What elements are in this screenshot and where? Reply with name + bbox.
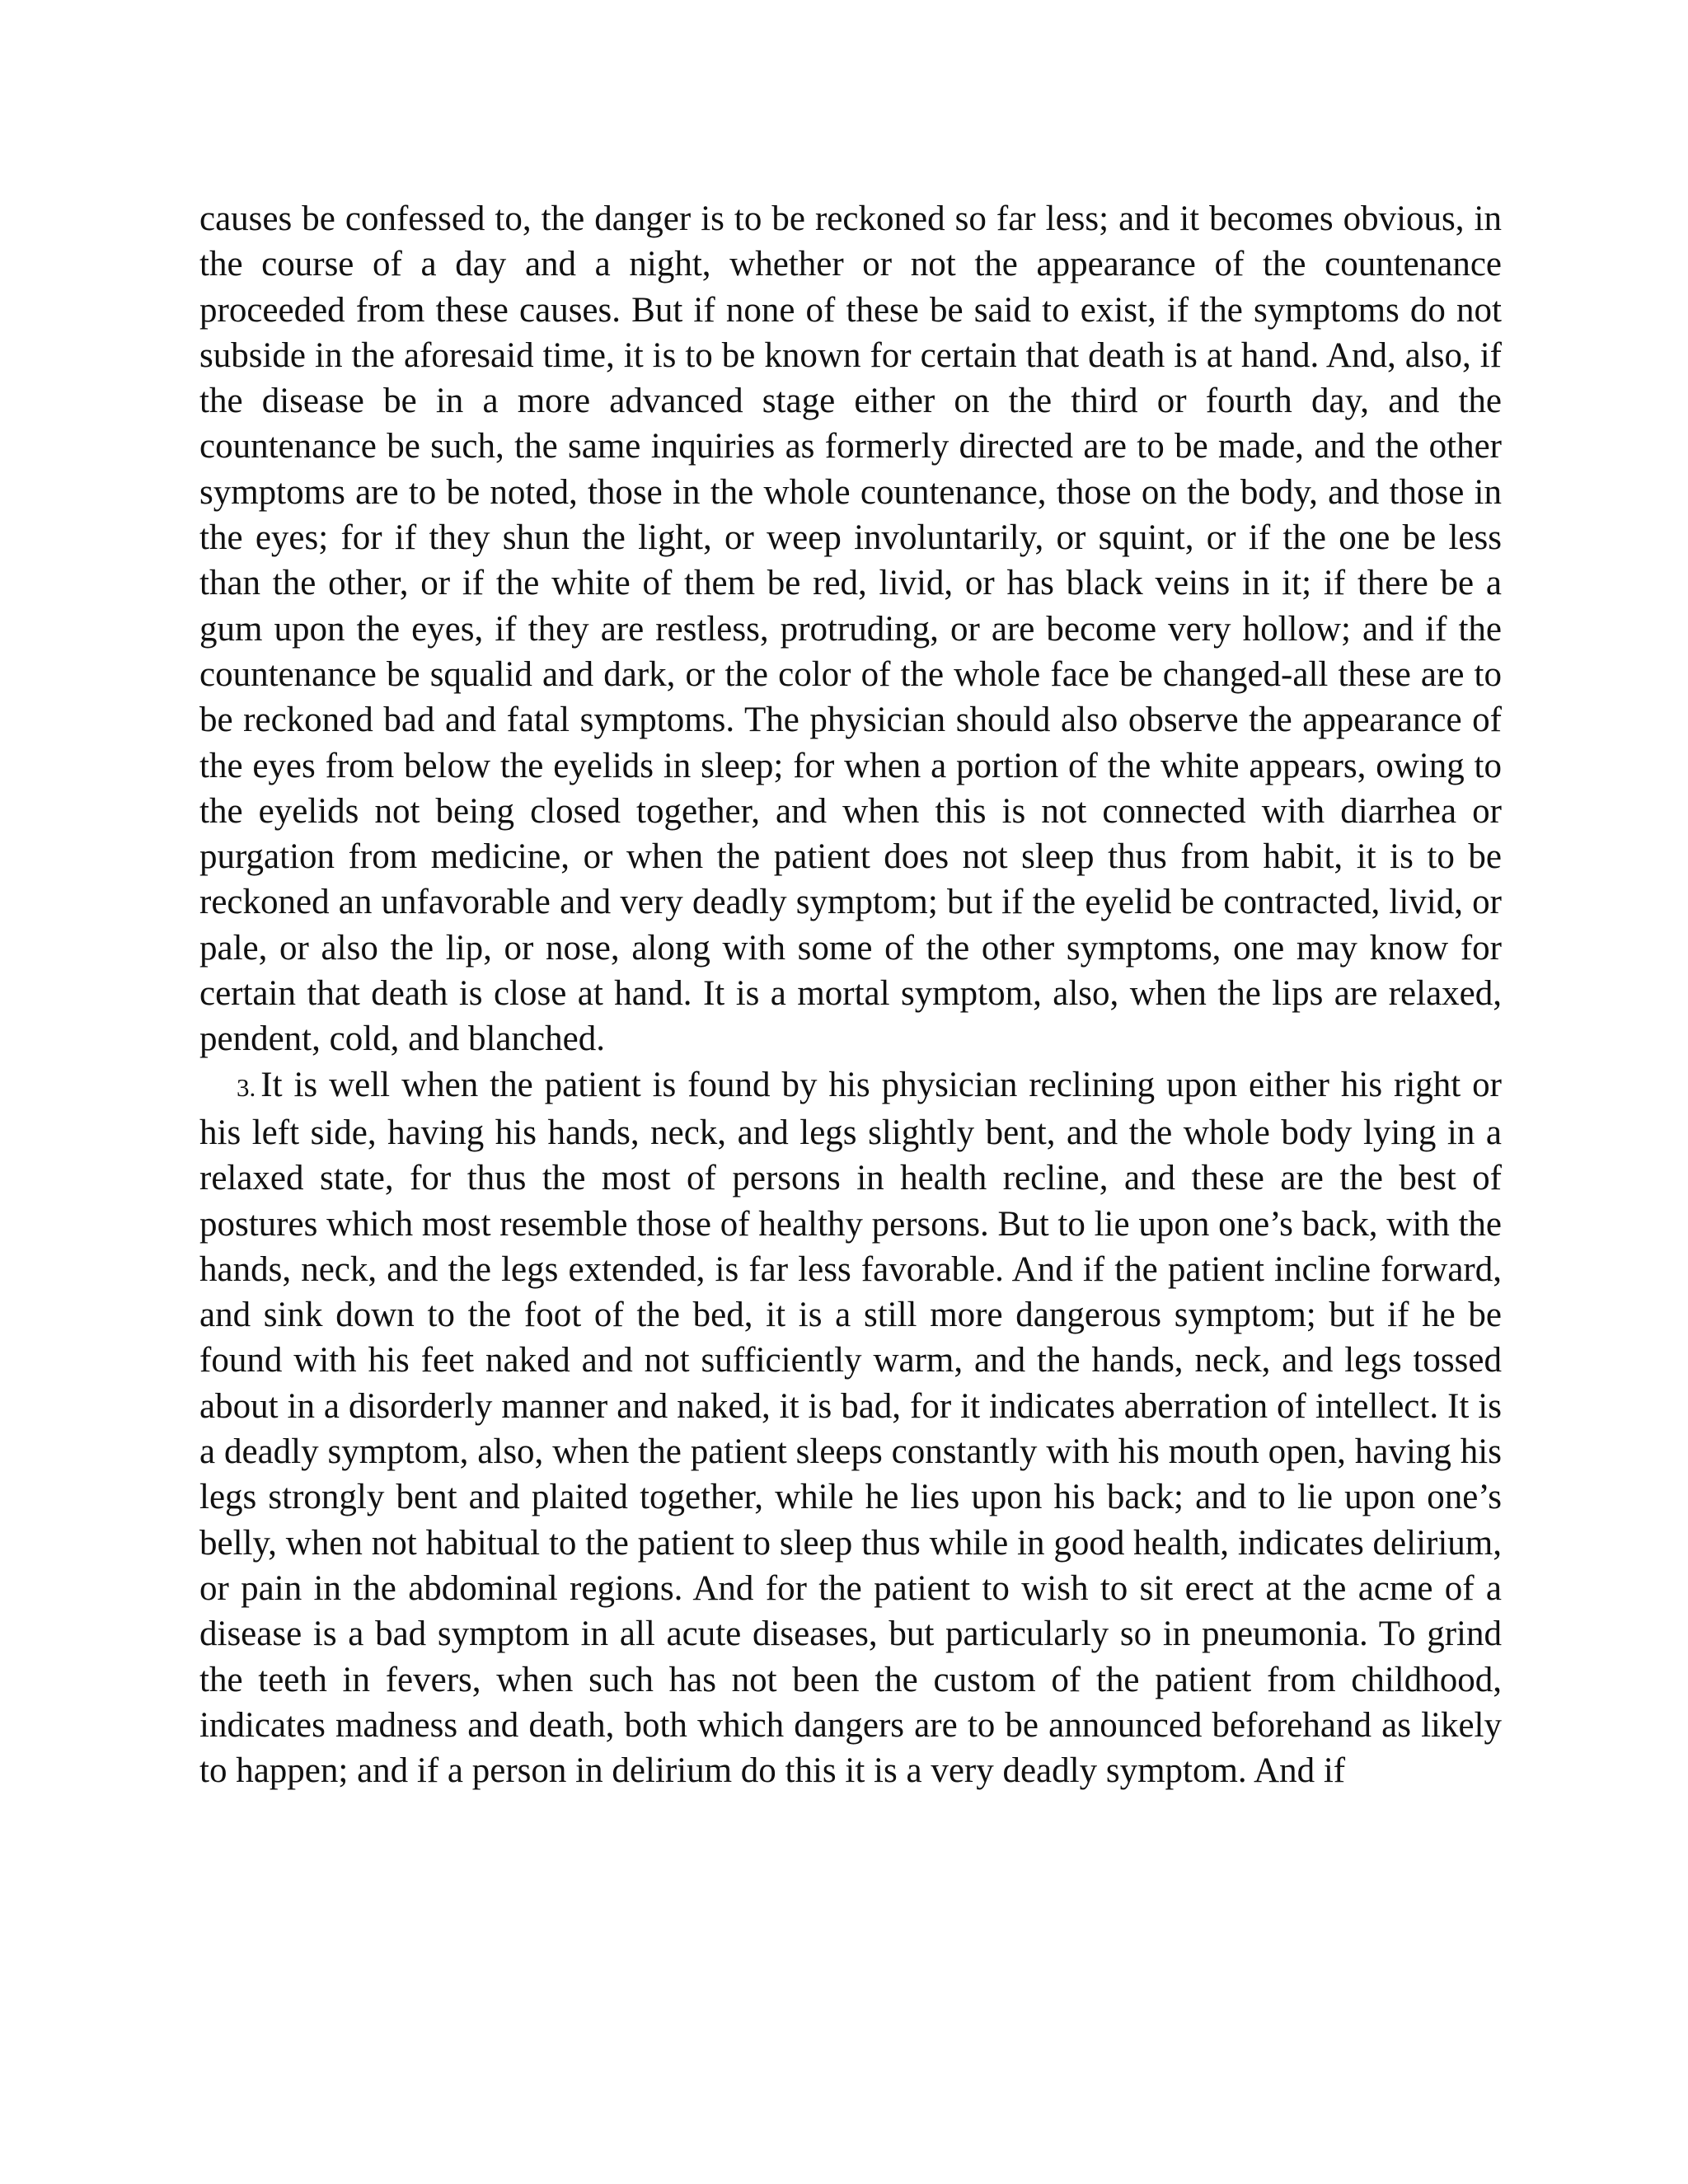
paragraph-section-3 (199, 1062, 1502, 1794)
paragraph-text: causes be confessed to, the danger is to be reckoned so far less; and it becomes obvious, in the course of a day and a night, whether or not the appearance of the countenance proceeded from these causes. But if none of these be said to exist, if the symptoms do not subside in the aforesaid time, it is to be known for certain that death is at hand. And, also, if the disease be in a more advanced stage either on the third or fourth day, and the countenance be such, the same inquiries as formerly directed are to be made, and the other symptoms are to be noted, those in the whole countenance, those on the body, and those in the eyes; for if they shun the light, or weep involuntarily, or squint, or if the one be less than the other, or if the white of them be red, livid, or has black veins in it; if there be a gum upon the eyes, if they are restless, protruding, or are become very hollow; and if the countenance be squalid and dark, or the color of the whole face be changed-all these are to be reckoned bad and fatal symptoms. The physician should also observe the appearance of the eyes from below the eyelids in sleep; for when a portion of the white appears, owing to the eyelids not being closed together, and when this is not connected with diarrhea or purgation from medicine, or when the patient does not sleep thus from habit, it is to be reckoned an unfavorable and very deadly symptom; but if the eyelid be contracted, livid, or pale, or also the lip, or nose, along with some of the other symptoms, one may know for certain that death is close at hand. It is a mortal symptom, also, when the lips are relaxed, pendent, cold, and blanched. (199, 199, 1502, 1059)
section-number: 3. (237, 1072, 256, 1102)
paragraph-continuation (199, 196, 1502, 1062)
body-text (199, 196, 1502, 1793)
paragraph-text: It is well when the patient is found by his physician reclining upon either his right or his left side, having his hands, neck, and legs slightly bent, and the whole body lying in a relaxed state, for thus the most of persons in health recline, and these are the best of postures which most resemble those of healthy persons. But to lie upon one’s back, with the hands, neck, and the legs extended, is far less favorable. And if the patient incline forward, and sink down to the foot of the bed, it is a still more dangerous symptom; but if he be found with his feet naked and not sufficiently warm, and the hands, neck, and legs tossed about in a disorderly manner and naked, it is bad, for it indicates aberration of intellect. It is a deadly symptom, also, when the patient sleeps constantly with his mouth open, having his legs strongly bent and plaited together, while he lies upon his back; and to lie upon one’s belly, when not habitual to the patient to sleep thus while in good health, indicates delirium, or pain in the abdominal regions. And for the patient to wish to sit erect at the acme of a disease is a bad symptom in all acute diseases, but particularly so in pneumonia. To grind the teeth in fevers, when such has not been the custom of the patient from childhood, indicates madness and death, both which dangers are to be announced beforehand as likely to happen; and if a person in delirium do this it is a very deadly symptom. And if (199, 1065, 1502, 1791)
